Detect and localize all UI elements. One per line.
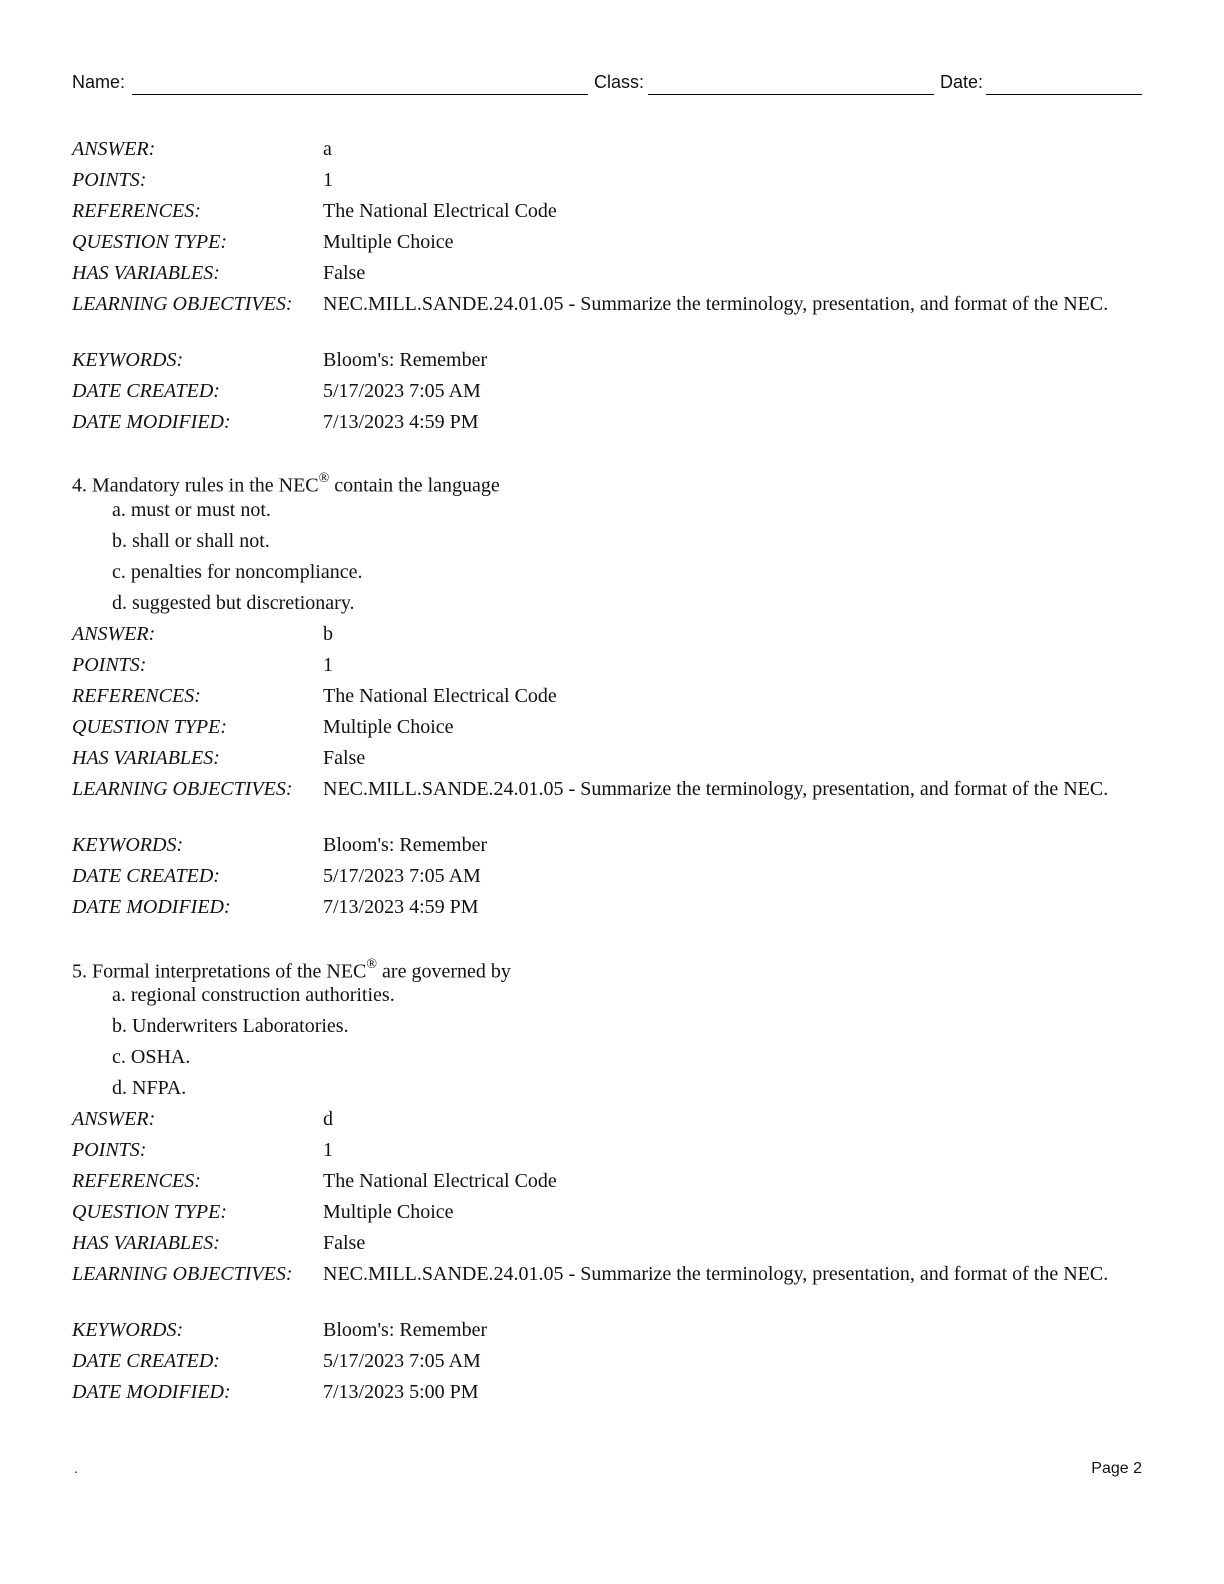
meta-value: False — [323, 1232, 366, 1254]
meta-row-has-variables — [72, 261, 1152, 292]
meta-row-date-modified — [72, 1380, 1152, 1411]
question-4-text — [72, 468, 500, 499]
page-header — [72, 72, 1142, 98]
meta-key: KEYWORDS: — [72, 349, 184, 371]
meta-key: POINTS: — [72, 654, 147, 676]
option-d: d. suggested but discretionary. — [112, 592, 355, 614]
meta-value: Bloom's: Remember — [323, 349, 488, 371]
meta-row-keywords — [72, 1318, 1152, 1349]
meta-value: 1 — [323, 1139, 333, 1161]
meta-value: a — [323, 138, 332, 160]
question-3-metadata — [72, 137, 1152, 441]
meta-key: KEYWORDS: — [72, 1319, 184, 1341]
meta-value: 5/17/2023 7:05 AM — [323, 380, 481, 402]
question-5-metadata — [72, 1107, 1152, 1411]
meta-row-answer — [72, 1107, 1152, 1138]
meta-value: NEC.MILL.SANDE.24.01.05 - Summarize the terminology, presentation, and format of the NEC. — [323, 1263, 1109, 1285]
meta-row-question-type — [72, 230, 1152, 261]
registered-mark: ® — [366, 957, 378, 972]
meta-value: False — [323, 747, 366, 769]
meta-value: 7/13/2023 4:59 PM — [323, 896, 479, 918]
meta-value: Multiple Choice — [323, 716, 454, 738]
meta-key: QUESTION TYPE: — [72, 231, 228, 253]
meta-value: 5/17/2023 7:05 AM — [323, 1350, 481, 1372]
option-c: c. OSHA. — [112, 1046, 191, 1068]
page-number: Page 2 — [1091, 1460, 1142, 1477]
meta-row-keywords — [72, 833, 1152, 864]
meta-key: ANSWER: — [72, 623, 156, 645]
question-4-options — [112, 498, 362, 622]
meta-row-references — [72, 199, 1152, 230]
question-5-options — [112, 983, 395, 1107]
registered-mark: ® — [318, 471, 330, 486]
meta-row-date-created — [72, 864, 1152, 895]
meta-row-question-type — [72, 1200, 1152, 1231]
meta-row-date-modified — [72, 410, 1152, 441]
meta-row-keywords — [72, 348, 1152, 379]
meta-key: POINTS: — [72, 1139, 147, 1161]
meta-key: DATE CREATED: — [72, 1350, 220, 1372]
meta-row-points — [72, 168, 1152, 199]
meta-value: The National Electrical Code — [323, 200, 557, 222]
meta-row-date-created — [72, 1349, 1152, 1380]
date-field[interactable] — [986, 94, 1142, 95]
class-field[interactable] — [648, 94, 934, 95]
meta-row-learning-objectives — [72, 292, 1152, 348]
meta-value: 1 — [323, 169, 333, 191]
meta-row-learning-objectives — [72, 777, 1152, 833]
meta-key: DATE MODIFIED: — [72, 896, 231, 918]
option-a: a. must or must not. — [112, 499, 271, 521]
meta-key: LEARNING OBJECTIVES: — [72, 778, 293, 800]
meta-value: 7/13/2023 5:00 PM — [323, 1381, 479, 1403]
question-4-suffix: contain the language — [329, 474, 500, 497]
class-label: Class: — [594, 72, 645, 92]
meta-key: LEARNING OBJECTIVES: — [72, 1263, 293, 1285]
meta-row-has-variables — [72, 746, 1152, 777]
meta-row-date-created — [72, 379, 1152, 410]
question-5-text — [72, 954, 511, 985]
option-a: a. regional construction authorities. — [112, 984, 395, 1006]
meta-key: QUESTION TYPE: — [72, 1201, 228, 1223]
meta-key: HAS VARIABLES: — [72, 262, 220, 284]
option-c: c. penalties for noncompliance. — [112, 561, 363, 583]
meta-row-learning-objectives — [72, 1262, 1152, 1318]
option-d: d. NFPA. — [112, 1077, 187, 1099]
meta-row-has-variables — [72, 1231, 1152, 1262]
meta-value: NEC.MILL.SANDE.24.01.05 - Summarize the terminology, presentation, and format of the NEC. — [323, 778, 1109, 800]
meta-value: Bloom's: Remember — [323, 1319, 488, 1341]
meta-key: DATE CREATED: — [72, 380, 220, 402]
option-b: b. Underwriters Laboratories. — [112, 1015, 349, 1037]
meta-value: 7/13/2023 4:59 PM — [323, 411, 479, 433]
meta-row-references — [72, 684, 1152, 715]
meta-row-answer — [72, 622, 1152, 653]
meta-key: REFERENCES: — [72, 200, 201, 222]
name-label: Name: — [72, 72, 126, 92]
meta-value: d — [323, 1108, 333, 1130]
meta-row-question-type — [72, 715, 1152, 746]
meta-key: ANSWER: — [72, 138, 156, 160]
meta-key: HAS VARIABLES: — [72, 747, 220, 769]
meta-key: DATE MODIFIED: — [72, 411, 231, 433]
footer-mark: . — [74, 1460, 78, 1476]
meta-key: ANSWER: — [72, 1108, 156, 1130]
meta-row-points — [72, 1138, 1152, 1169]
question-4-prefix: 4. Mandatory rules in the NEC — [72, 474, 319, 497]
meta-row-answer — [72, 137, 1152, 168]
meta-row-points — [72, 653, 1152, 684]
meta-key: HAS VARIABLES: — [72, 1232, 220, 1254]
option-b: b. shall or shall not. — [112, 530, 270, 552]
meta-row-references — [72, 1169, 1152, 1200]
meta-value: Bloom's: Remember — [323, 834, 488, 856]
meta-value: Multiple Choice — [323, 231, 454, 253]
meta-value: NEC.MILL.SANDE.24.01.05 - Summarize the terminology, presentation, and format of the NEC. — [323, 293, 1109, 315]
meta-row-date-modified — [72, 895, 1152, 926]
meta-value: The National Electrical Code — [323, 685, 557, 707]
meta-value: 5/17/2023 7:05 AM — [323, 865, 481, 887]
question-5-suffix: are governed by — [377, 960, 511, 983]
meta-value: Multiple Choice — [323, 1201, 454, 1223]
name-field[interactable] — [132, 94, 588, 95]
meta-key: KEYWORDS: — [72, 834, 184, 856]
meta-value: False — [323, 262, 366, 284]
meta-value: b — [323, 623, 333, 645]
meta-key: DATE CREATED: — [72, 865, 220, 887]
meta-key: DATE MODIFIED: — [72, 1381, 231, 1403]
meta-key: REFERENCES: — [72, 1170, 201, 1192]
meta-key: POINTS: — [72, 169, 147, 191]
meta-key: LEARNING OBJECTIVES: — [72, 293, 293, 315]
date-label: Date: — [940, 72, 984, 92]
question-4-metadata — [72, 622, 1152, 926]
meta-key: REFERENCES: — [72, 685, 201, 707]
question-5-prefix: 5. Formal interpretations of the NEC — [72, 960, 367, 983]
meta-key: QUESTION TYPE: — [72, 716, 228, 738]
meta-value: 1 — [323, 654, 333, 676]
meta-value: The National Electrical Code — [323, 1170, 557, 1192]
